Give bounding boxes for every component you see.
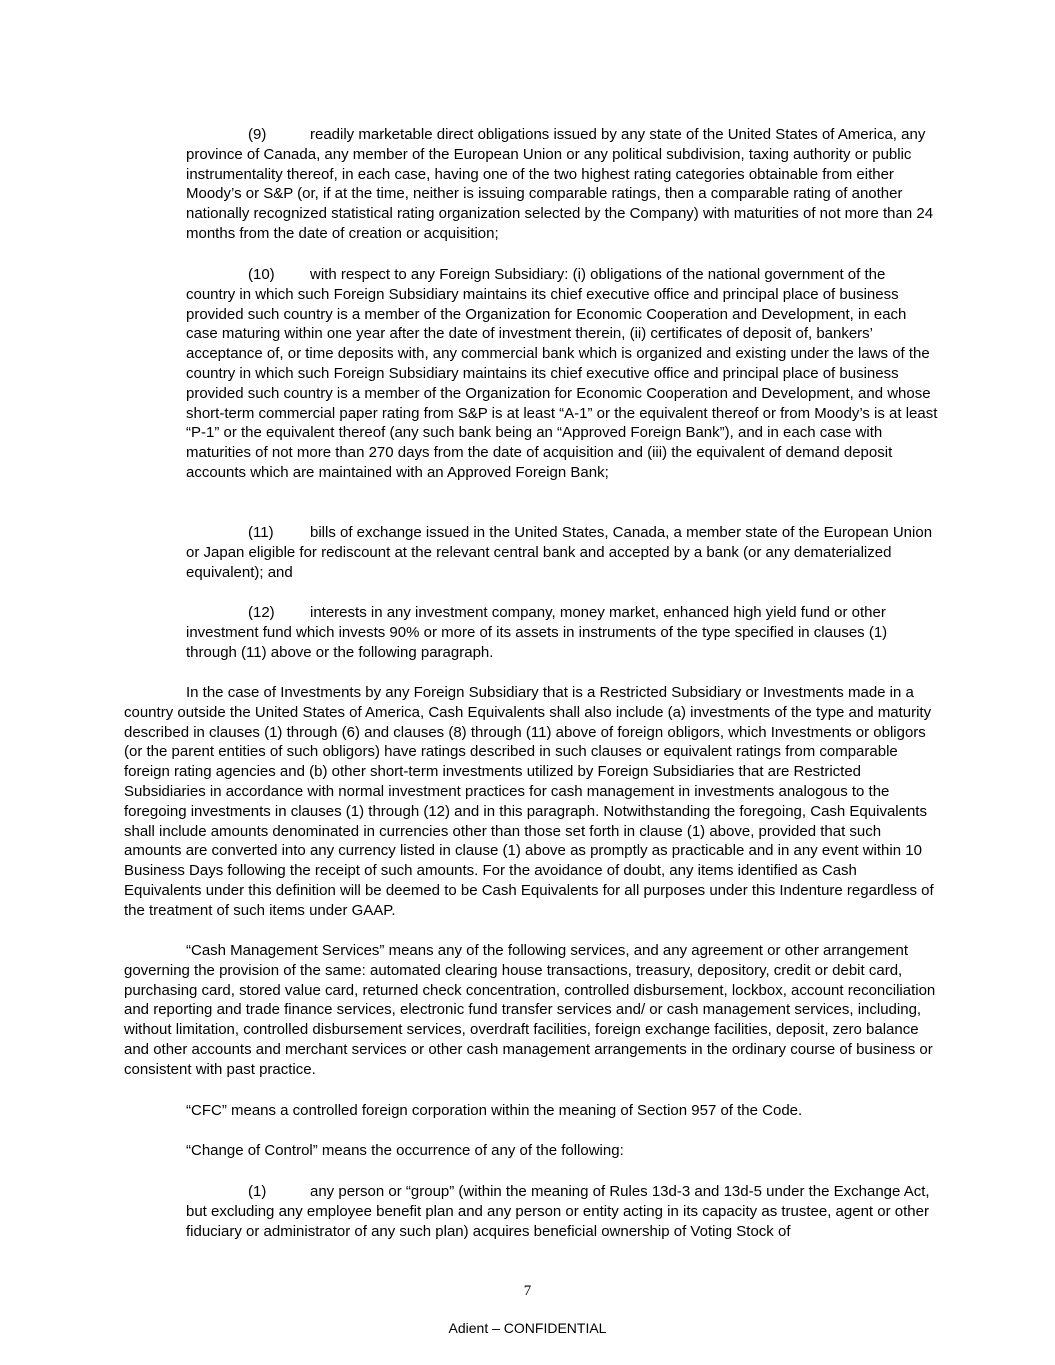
clause-number: (1) (248, 1183, 267, 1200)
cfc-definition (124, 1101, 938, 1121)
clause-number: (10) (248, 266, 275, 283)
clause-9 (186, 125, 938, 244)
clause-number: (9) (248, 126, 267, 143)
page-number: 7 (523, 1283, 532, 1299)
cash-management-definition (124, 941, 938, 1080)
clause-12 (186, 603, 938, 662)
paragraph-text: “Cash Management Services” means any of the following services, and any agreement or other arrangement governing the provision of the same: automated clearing house transactions, treasury, depository, credit or debit card, purchasing card, stored value card, returned check concentration, controlled disbursement, lockbox, account reconciliation and reporting and trade finance services, electronic fund transfer services and/ or cash management services, including, without limitation, controlled disbursement services, overdraft facilities, foreign exchange facilities, deposit, zero balance and other accounts and merchant services or other cash management arrangements in the ordinary course of business or consistent with past practice. (124, 942, 936, 1078)
paragraph-text: In the case of Investments by any Foreign Subsidiary that is a Restricted Subsidiary or Investments made in a country outside the United States of America, Cash Equivalents shall also include (a) investments of the type and maturity described in clauses (1) through (6) and clauses (8) through (11) above of foreign obligors, which Investments or obligors (or the parent entities of such obligors) have ratings described in such clauses or equivalent ratings from comparable foreign rating agencies and (b) other short-term investments utilized by Foreign Subsidiaries that are Restricted Subsidiaries in accordance with normal investment practices for cash management in investments analogous to the foregoing investments in clauses (1) through (12) and in this paragraph. Notwithstanding the foregoing, Cash Equivalents shall include amounts denominated in currencies other than those set forth in clause (1) above, provided that such amounts are converted into any currency listed in clause (1) above as promptly as practicable and in any event within 10 Business Days following the receipt of such amounts. For the avoidance of doubt, any items identified as Cash Equivalents under this definition will be deemed to be Cash Equivalents for all purposes under this Indenture regardless of the treatment of such items under GAAP. (124, 684, 934, 919)
clause-number: (11) (248, 524, 274, 541)
paragraph-text: “CFC” means a controlled foreign corporation within the meaning of Section 957 of the Code. (186, 1102, 803, 1119)
paragraph-text: “Change of Control” means the occurrence of any of the following: (186, 1142, 624, 1159)
foreign-subsidiary-paragraph (124, 683, 938, 921)
change-of-control-definition (124, 1141, 938, 1161)
change-of-control-clause-1 (186, 1182, 938, 1241)
clause-text: with respect to any Foreign Subsidiary: (i) obligations of the national government of the country in which such Foreign Subsidiary maintains its chief executive office and principal place of business provided such country is a member of the Organization for Economic Cooperation and Development, in each case maturing within one year after the date of investment therein, (ii) certificates of deposit of, bankers’ acceptance of, or time deposits with, any commercial bank which is organized and existing under the laws of the country in which such Foreign Subsidiary maintains its chief executive office and principal place of business provided such country is a member of the Organization for Economic Cooperation and Development, and whose short-term commercial paper rating from S&P is at least “A-1” or the equivalent thereof or from Moody’s is at least “P-1” or the equivalent thereof (any such bank being an “Approved Foreign Bank”), and in each case with maturities of not more than 270 days from the date of acquisition and (iii) the equivalent of demand deposit accounts which are maintained with an Approved Foreign Bank; (186, 266, 938, 481)
clause-11 (186, 523, 938, 582)
clause-10 (186, 265, 938, 483)
clause-text: interests in any investment company, money market, enhanced high yield fund or other investment fund which invests 90% or more of its assets in instruments of the type specified in clauses (1) through (11) above or the following paragraph. (186, 604, 888, 661)
clause-text: any person or “group” (within the meaning of Rules 13d-3 and 13d-5 under the Exchange Act, but excluding any employee benefit plan and any person or entity acting in its capacity as trustee, agent or other fiduciary or administrator of any such plan) acquires beneficial ownership of Voting Stock of (186, 1183, 930, 1240)
clause-number: (12) (248, 604, 275, 621)
confidential-footer: Adient – CONFIDENTIAL (448, 1320, 607, 1336)
clause-text: readily marketable direct obligations issued by any state of the United States of America, any province of Canada, any member of the European Union or any political subdivision, taxing authority or public instrumentality thereof, in each case, having one of the two highest rating categories obtainable from either Moody’s or S&P (or, if at the time, neither is issuing comparable ratings, then a comparable rating of another nationally recognized statistical rating organization selected by the Company) with maturities of not more than 24 months from the date of creation or acquisition; (186, 126, 934, 242)
clause-text: bills of exchange issued in the United States, Canada, a member state of the European Union or Japan eligible for rediscount at the relevant central bank and accepted by a bank (or any dematerialized equivalent); and (186, 524, 933, 581)
